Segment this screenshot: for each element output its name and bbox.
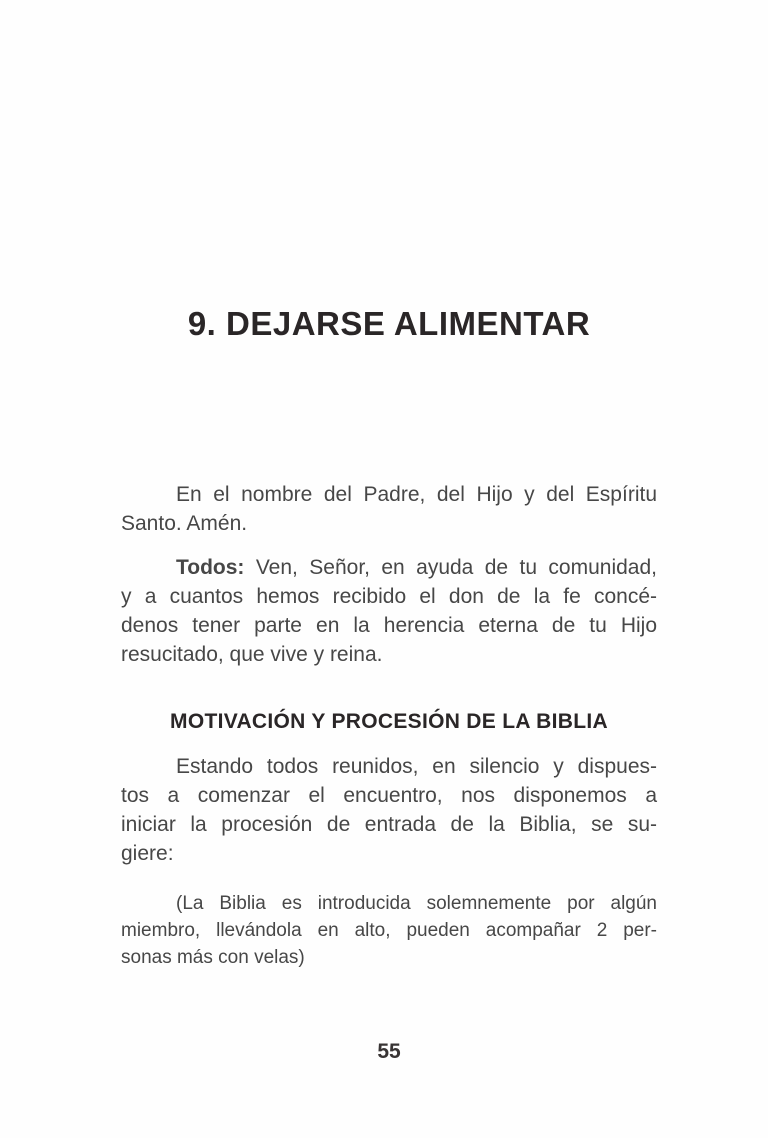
text-line xyxy=(121,509,657,538)
text-segment: y a cuantos hemos recibido el don de la fe concé- xyxy=(121,585,657,608)
text-segment: Santo. Amén. xyxy=(121,512,248,535)
text-segment: resucitado, que vive y reina. xyxy=(121,643,383,666)
text-line xyxy=(121,917,657,944)
section-heading: MOTIVACIÓN Y PROCESIÓN DE LA BIBLIA xyxy=(170,710,608,733)
text-segment: tos a comenzar el encuentro, nos disponemos a xyxy=(121,784,657,807)
text-segment: Estando todos reunidos, en silencio y dispues- xyxy=(176,755,657,778)
text-block xyxy=(121,0,657,1066)
text-line xyxy=(121,781,657,810)
text-segment: En el nombre del Padre, del Hijo y del Espíritu xyxy=(176,483,657,506)
text-segment: Ven, Señor, en ayuda de tu comunidad, xyxy=(244,556,657,579)
paragraph-procession-rubric xyxy=(121,890,657,971)
paragraph-opening-prayer xyxy=(121,480,657,538)
page-number: 55 xyxy=(377,1040,401,1063)
paragraph-todos-response xyxy=(121,553,657,669)
text-line xyxy=(121,480,657,509)
text-line xyxy=(121,553,657,582)
chapter-title: 9. DEJARSE ALIMENTAR xyxy=(187,305,591,342)
text-line xyxy=(121,582,657,611)
text-line xyxy=(121,839,657,868)
text-segment: iniciar la procesión de entrada de la Biblia, se su- xyxy=(121,813,657,836)
speaker-label: Todos: xyxy=(176,556,245,579)
text-line xyxy=(121,944,657,971)
text-segment: giere: xyxy=(121,842,174,865)
text-segment: sonas más con velas) xyxy=(121,947,305,968)
text-line xyxy=(121,810,657,839)
paragraph-motivacion-instructions xyxy=(121,752,657,868)
text-line xyxy=(121,752,657,781)
text-segment: miembro, llevándola en alto, pueden acompañar 2 per- xyxy=(121,920,657,941)
text-line xyxy=(121,640,657,669)
text-segment: (La Biblia es introducida solemnemente por algún xyxy=(176,893,657,914)
text-line xyxy=(121,890,657,917)
text-line xyxy=(121,611,657,640)
text-segment: denos tener parte en la herencia eterna de tu Hijo xyxy=(121,614,657,637)
